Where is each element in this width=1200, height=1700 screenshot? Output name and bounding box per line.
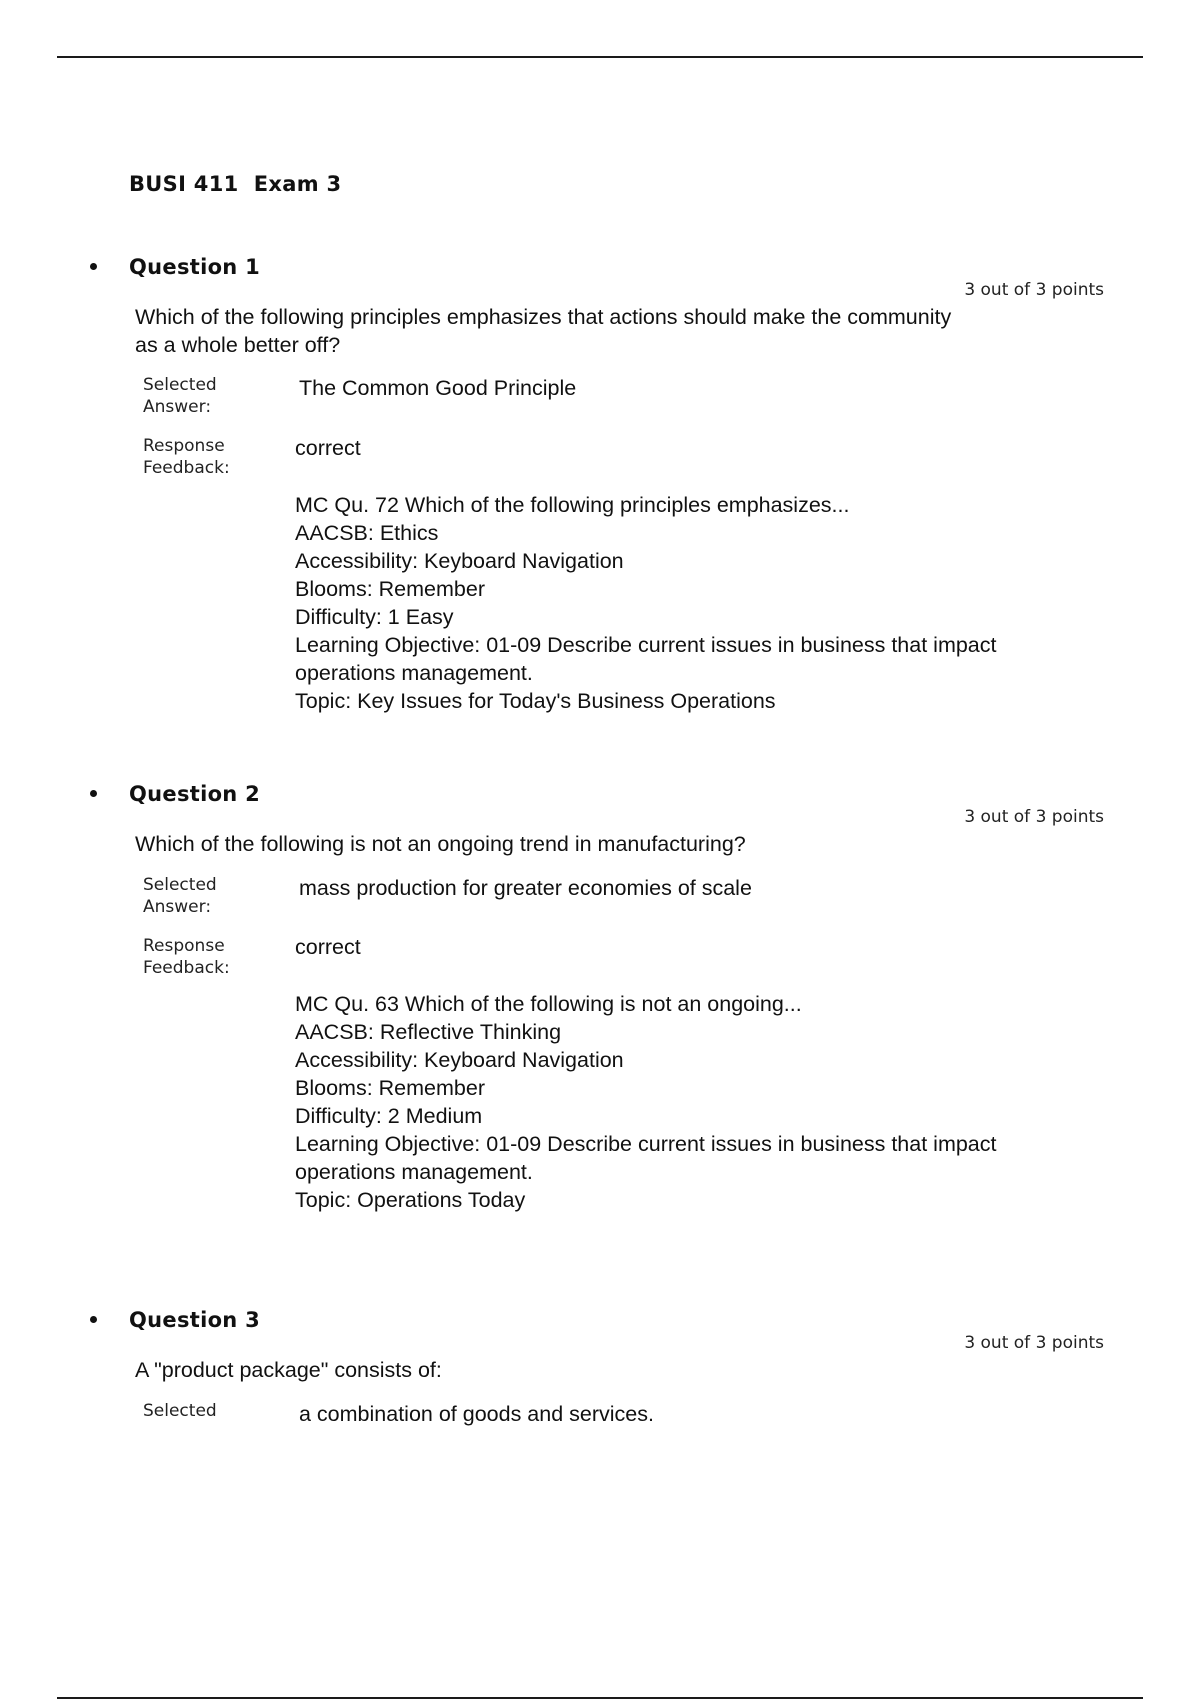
selected-answer-label: Selected	[143, 1401, 217, 1421]
note-line: AACSB: Ethics	[295, 521, 439, 545]
note-line: AACSB: Reflective Thinking	[295, 1020, 562, 1044]
feedback-notes	[295, 491, 1045, 715]
question-heading: Question 1	[129, 255, 261, 279]
question-heading: Question 3	[129, 1308, 261, 1332]
response-feedback: correct	[295, 935, 361, 959]
note-line: Blooms: Remember	[295, 577, 485, 601]
note-line: Topic: Key Issues for Today's Business Operations	[295, 689, 776, 713]
question-points: 3 out of 3 points	[964, 807, 1104, 827]
bullet-icon	[90, 1316, 97, 1323]
question-points: 3 out of 3 points	[964, 280, 1104, 300]
response-feedback-label: Response Feedback:	[143, 936, 230, 978]
question-text: A "product package" consists of:	[135, 1358, 442, 1382]
question-points: 3 out of 3 points	[964, 1333, 1104, 1353]
note-line: MC Qu. 72 Which of the following principles emphasizes...	[295, 493, 850, 517]
note-line: Blooms: Remember	[295, 1076, 485, 1100]
top-rule	[57, 56, 1143, 58]
note-line: MC Qu. 63 Which of the following is not an ongoing...	[295, 992, 802, 1016]
note-line: Accessibility: Keyboard Navigation	[295, 1048, 624, 1072]
feedback-notes	[295, 990, 1045, 1214]
note-line: Difficulty: 1 Easy	[295, 605, 454, 629]
response-feedback-label: Response Feedback:	[143, 436, 230, 478]
selected-answer-label: Selected Answer:	[143, 875, 217, 917]
question-text: Which of the following is not an ongoing trend in manufacturing?	[135, 832, 746, 856]
bottom-rule	[57, 1697, 1143, 1699]
response-feedback: correct	[295, 436, 361, 460]
exam-title: BUSI 411 Exam 3	[129, 172, 342, 196]
selected-answer: a combination of goods and services.	[299, 1402, 654, 1426]
note-line: Topic: Operations Today	[295, 1188, 526, 1212]
note-line: Accessibility: Keyboard Navigation	[295, 549, 624, 573]
selected-answer-label: Selected Answer:	[143, 375, 217, 417]
question-heading: Question 2	[129, 782, 261, 806]
selected-answer: The Common Good Principle	[299, 376, 577, 400]
bullet-icon	[90, 790, 97, 797]
question-text: Which of the following principles emphasizes that actions should make the community as a whole better off?	[135, 305, 952, 357]
selected-answer: mass production for greater economies of scale	[299, 876, 752, 900]
note-line: Learning Objective: 01-09 Describe current issues in business that impact operations management.	[295, 633, 997, 685]
bullet-icon	[90, 263, 97, 270]
note-line: Learning Objective: 01-09 Describe current issues in business that impact operations management.	[295, 1132, 997, 1184]
note-line: Difficulty: 2 Medium	[295, 1104, 483, 1128]
